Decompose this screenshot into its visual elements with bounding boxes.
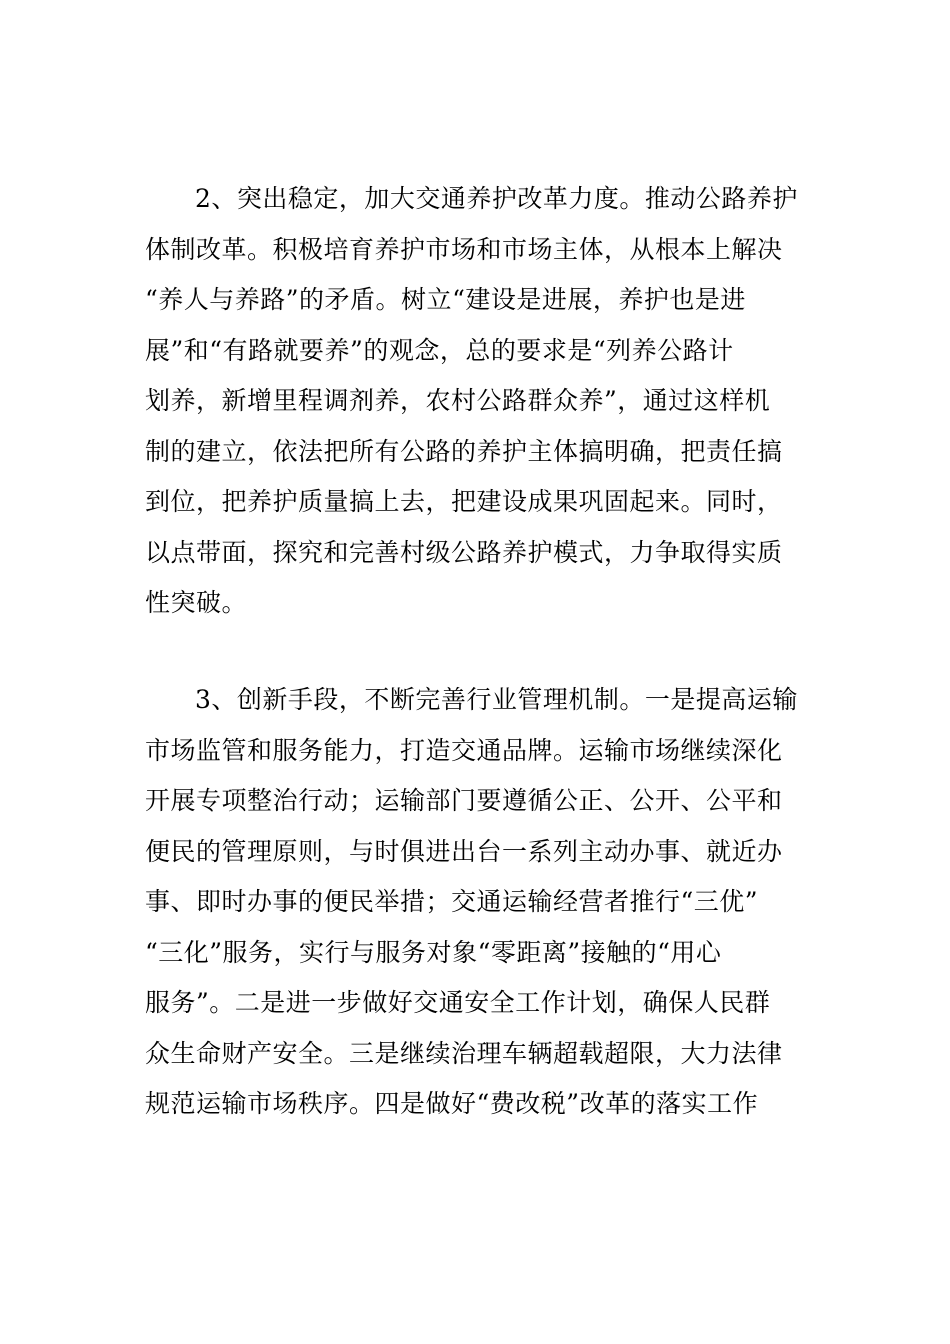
paragraph-line: 划养，新增里程调剂养，农村公路群众养”，通过这样机	[145, 386, 771, 415]
paragraph-line: 市场监管和服务能力，打造交通品牌。运输市场继续深化	[145, 735, 783, 765]
paragraph-line: 到位，把养护质量搞上去，把建设成果巩固起来。同时，	[145, 487, 783, 516]
paragraph-line: 众生命财产安全。三是继续治理车辆超载超限，大力法律	[145, 1038, 783, 1068]
paragraph-line: “三化”服务，实行与服务对象“零距离”接触的“用心	[145, 937, 722, 967]
paragraph-line: 2、突出稳定，加大交通养护改革力度。推动公路养护	[195, 184, 798, 213]
paragraph-line: 性突破。	[145, 588, 248, 617]
paragraph-line: 规范运输市场秩序。四是做好“费改税”改革的落实工作	[145, 1089, 759, 1118]
paragraph-line: 体制改革。积极培育养护市场和市场主体，从根本上解决	[145, 234, 783, 264]
paragraph-line: 开展专项整治行动；运输部门要遵循公正、公开、公平和	[145, 786, 783, 815]
paragraph-line: 制的建立，依法把所有公路的养护主体搞明确，把责任搞	[145, 436, 783, 466]
paragraph-road-maintenance	[145, 174, 809, 629]
paragraph-line: 展”和“有路就要养”的观念，总的要求是“列养公路计	[145, 335, 734, 365]
paragraph-line: 服务”。二是进一步做好交通安全工作计划，确保人民群	[145, 988, 771, 1017]
paragraph-line: 以点带面，探究和完善村级公路养护模式，力争取得实质	[145, 537, 783, 567]
paragraph-line: 事、即时办事的便民举措；交通运输经营者推行“三优”	[145, 887, 759, 916]
paragraph-line: 3、创新手段，不断完善行业管理机制。一是提高运输	[195, 685, 798, 714]
paragraph-line: “养人与养路”的矛盾。树立“建设是进展，养护也是进	[145, 285, 746, 314]
paragraph-line: 便民的管理原则，与时俱进出台一系列主动办事、就近办	[145, 836, 783, 866]
paragraph-industry-management	[145, 675, 809, 1130]
